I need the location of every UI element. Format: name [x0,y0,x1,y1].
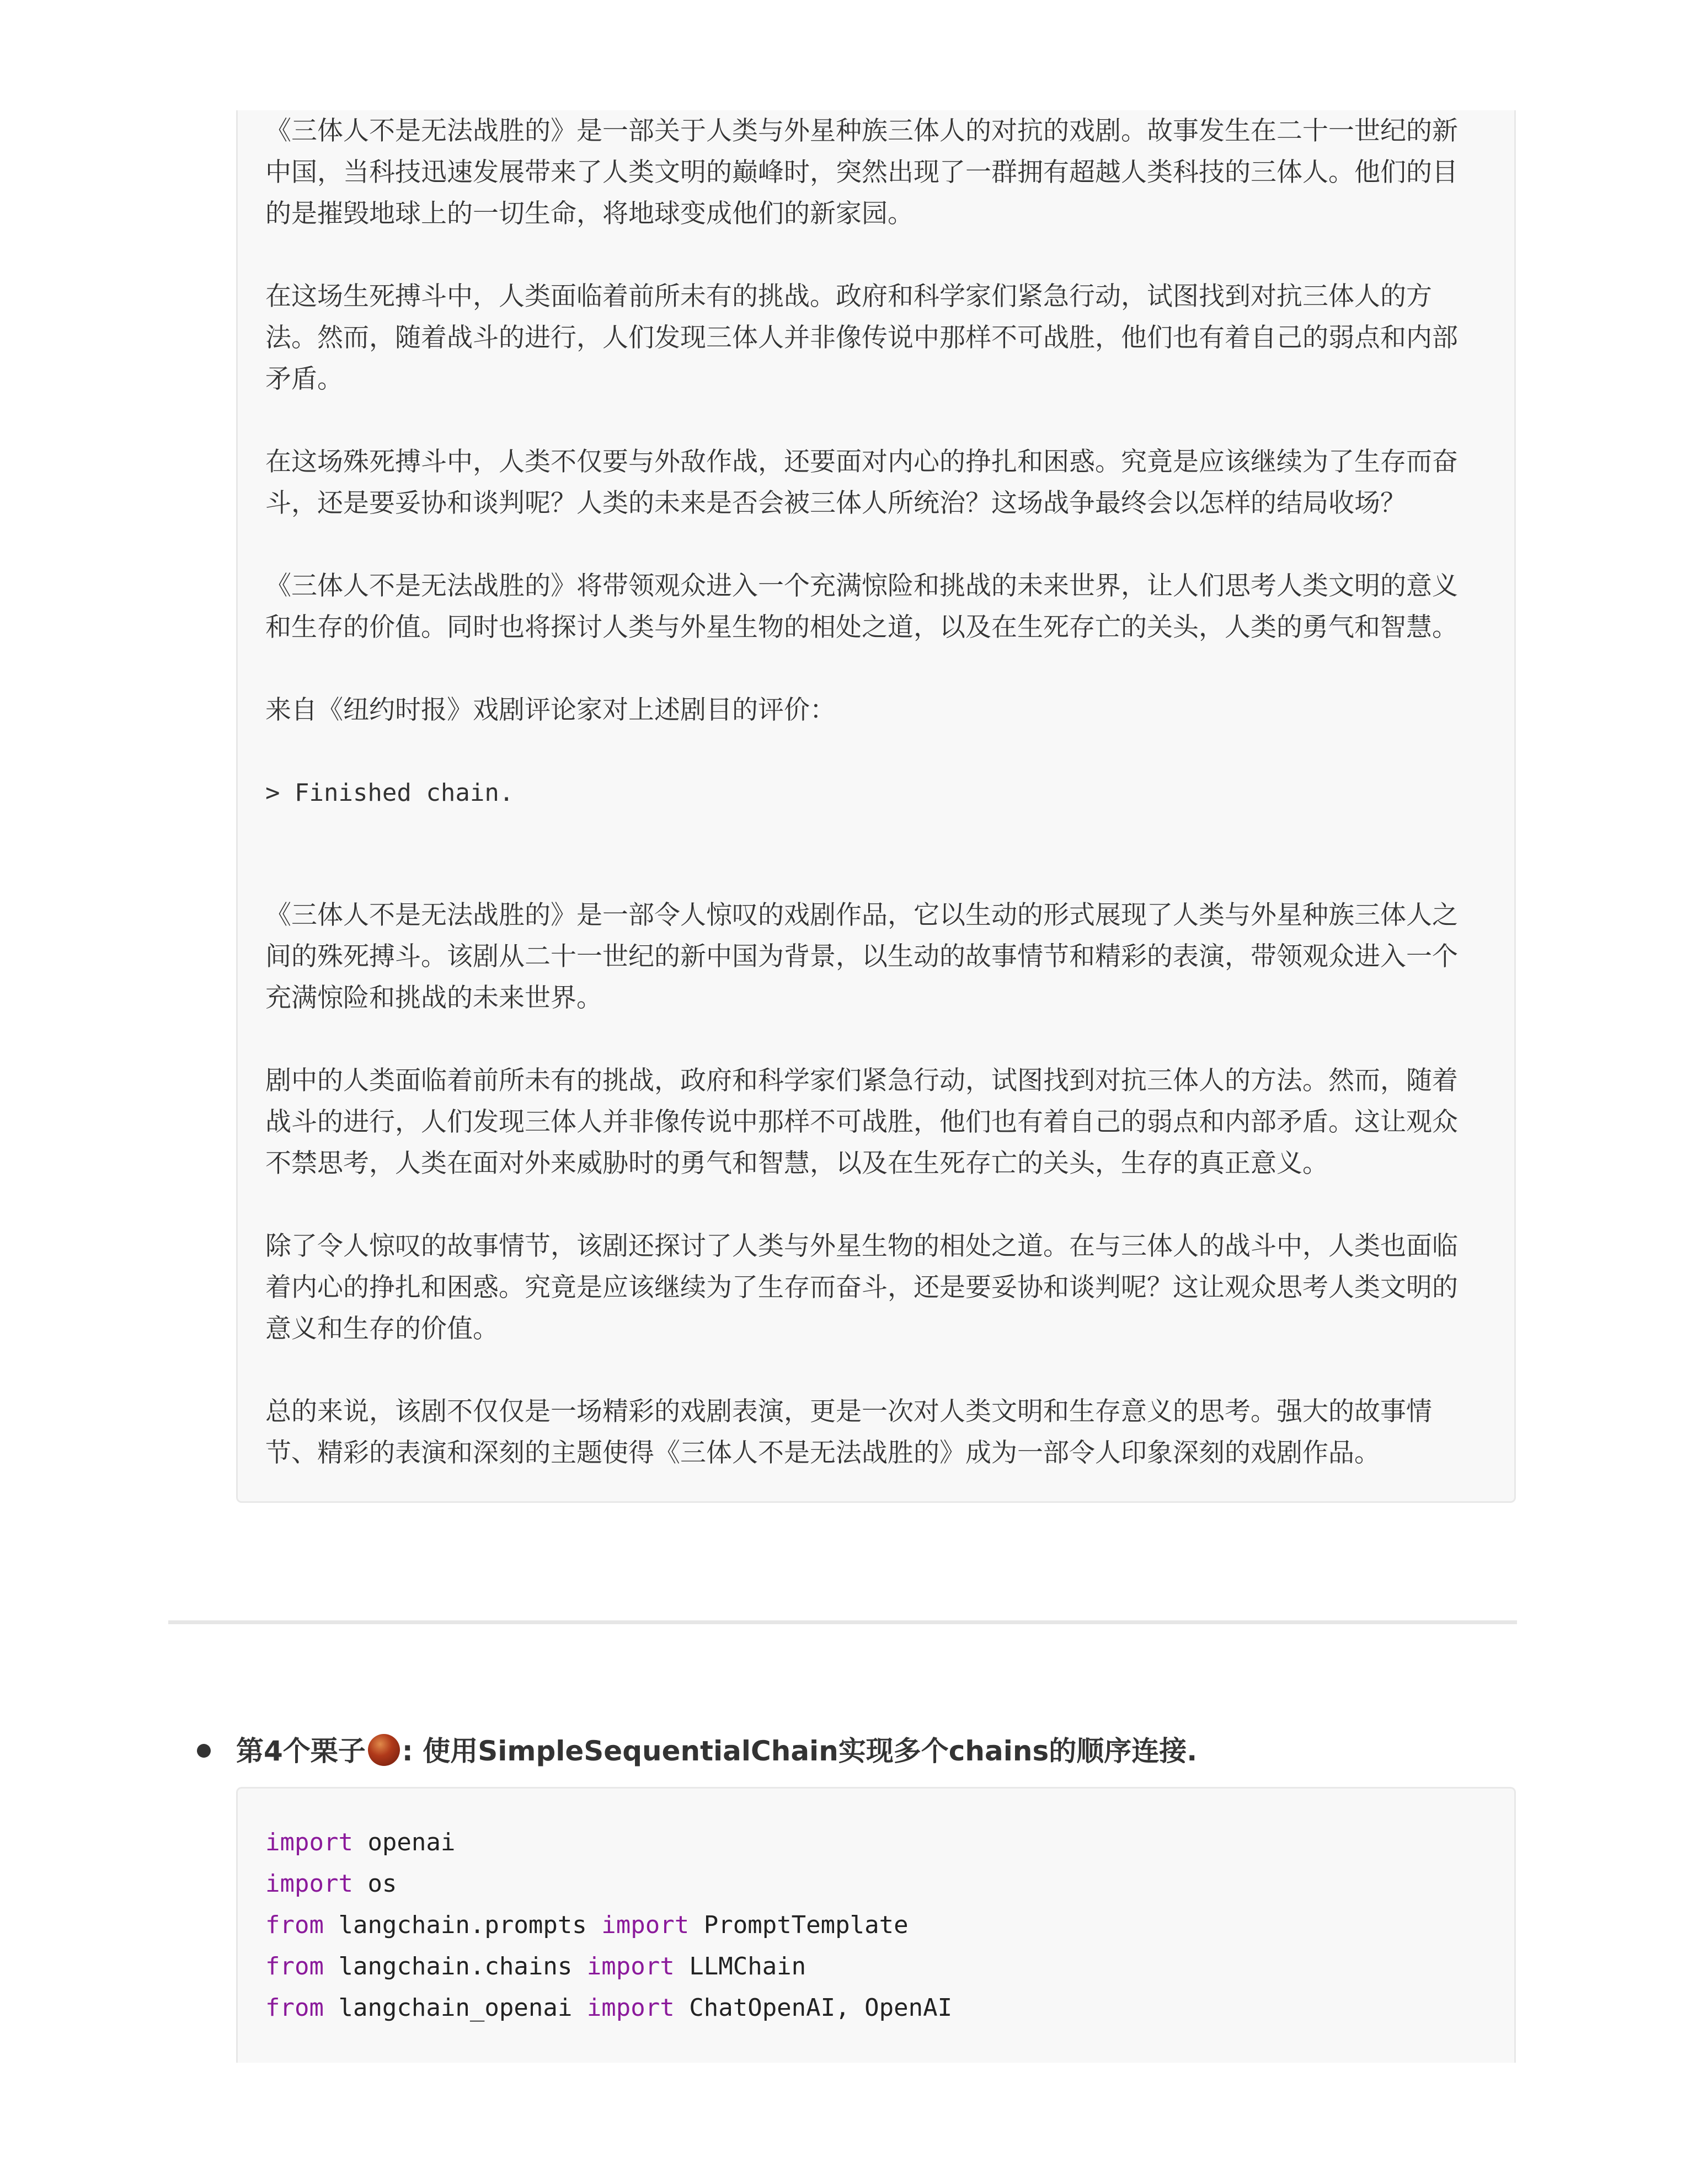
output-line: 节、精彩的表演和深刻的主题使得《三体人不是无法战胜的》成为一部令人印象深刻的戏剧作品。 [265,1438,1380,1468]
code-keyword: from [265,1911,324,1939]
output-line: 法。然而，随着战斗的进行，人们发现三体人并非像传说中那样不可战胜，他们也有着自己的弱点和内部 [265,323,1458,353]
output-line: 除了令人惊叹的故事情节，该剧还探讨了人类与外星生物的相处之道。在与三体人的战斗中，人类也面临 [265,1231,1458,1261]
code-keyword: import [601,1911,690,1939]
output-line: 矛盾。 [265,364,343,394]
output-line: 斗，还是要妥协和谈判呢？人类的未来是否会被三体人所统治？这场战争最终会以怎样的结局收场？ [265,488,1406,518]
output-line: 来自《纽约时报》戏剧评论家对上述剧目的评价： [265,695,836,725]
bullet-dot [197,1744,211,1758]
output-line: 战斗的进行，人们发现三体人并非像传说中那样不可战胜，他们也有着自己的弱点和内部矛盾。这让观众 [265,1107,1458,1137]
output-line: 《三体人不是无法战胜的》是一部关于人类与外星种族三体人的对抗的戏剧。故事发生在二十一世纪的新 [265,116,1458,146]
code-text: ChatOpenAI, OpenAI [674,1994,953,2022]
output-line: 《三体人不是无法战胜的》是一部令人惊叹的戏剧作品，它以生动的形式展现了人类与外星种族三体人之 [265,900,1458,930]
code-text: openai [352,1828,456,1856]
horizontal-divider [168,1620,1517,1624]
output-line: 和生存的价值。同时也将探讨人类与外星生物的相处之道，以及在生死存亡的关头，人类的勇气和智慧。 [265,612,1458,643]
finished-chain-line: > Finished chain. [265,779,514,807]
output-line: 意义和生存的价值。 [265,1314,499,1344]
code-keyword: import [586,1952,675,1980]
code-text: langchain.chains [323,1952,587,1980]
output-line: 在这场殊死搏斗中，人类不仅要与外敌作战，还要面对内心的挣扎和困惑。究竟是应该继续为了生存而奋 [265,447,1458,477]
output-line: 《三体人不是无法战胜的》将带领观众进入一个充满惊险和挑战的未来世界，让人们思考人类文明的意义 [265,571,1458,601]
output-line: 不禁思考，人类在面对外来威胁时的勇气和智慧，以及在生死存亡的关头，生存的真正意义。 [265,1148,1328,1179]
code-keyword: from [265,1952,324,1980]
code-keyword: import [586,1994,675,2022]
example-heading [236,1728,1197,1774]
code-keyword: import [265,1870,353,1898]
code-block [236,1787,1516,2063]
output-line: 充满惊险和挑战的未来世界。 [265,983,602,1013]
chestnut-icon [368,1734,400,1766]
output-line: 的是摧毁地球上的一切生命，将地球变成他们的新家园。 [265,199,914,229]
code-text: PromptTemplate [689,1911,909,1939]
chain-output-block [236,110,1516,1503]
code-line [265,1863,397,1904]
code-line [265,1946,806,1987]
output-line: 中国，当科技迅速发展带来了人类文明的巅峰时，突然出现了一群拥有超越人类科技的三体人。他们的目 [265,157,1458,188]
code-keyword: from [265,1994,324,2022]
code-keyword: import [265,1828,353,1856]
code-text: LLMChain [674,1952,806,1980]
output-line: 间的殊死搏斗。该剧从二十一世纪的新中国为背景，以生动的故事情节和精彩的表演，带领观众进入一个 [265,941,1458,972]
code-text: os [352,1870,397,1898]
example-heading-prefix: 第4个栗子 [236,1735,366,1767]
example-heading-suffix: : 使用SimpleSequentialChain实现多个chains的顺序连接. [402,1735,1198,1767]
code-line [265,1987,952,2028]
code-text: langchain.prompts [323,1911,602,1939]
output-line: 总的来说，该剧不仅仅是一场精彩的戏剧表演，更是一次对人类文明和生存意义的思考。强大的故事情 [265,1396,1432,1427]
output-line: 着内心的挣扎和困惑。究竟是应该继续为了生存而奋斗，还是要妥协和谈判呢？这让观众思考人类文明的 [265,1272,1458,1303]
code-line [265,1822,455,1863]
code-line [265,1904,909,1946]
output-line: 在这场生死搏斗中，人类面临着前所未有的挑战。政府和科学家们紧急行动，试图找到对抗三体人的方 [265,281,1432,312]
code-text: langchain_openai [323,1994,587,2022]
output-line: 剧中的人类面临着前所未有的挑战，政府和科学家们紧急行动，试图找到对抗三体人的方法。然而，随着 [265,1066,1458,1096]
